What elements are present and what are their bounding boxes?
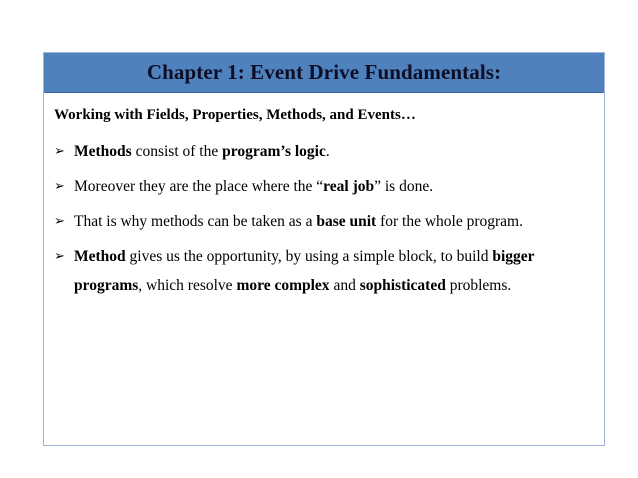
arrow-right-icon: ➢ xyxy=(54,249,65,264)
bullet-text-plain: gives us the opportunity, by using a simple block, to build xyxy=(125,248,493,265)
bullet-text-bold: more complex xyxy=(236,277,330,294)
arrow-right-icon: ➢ xyxy=(54,144,65,159)
arrow-right-icon: ➢ xyxy=(54,214,65,229)
bullet-text-bold: bigger programs xyxy=(74,248,535,294)
bullet-text-bold: base unit xyxy=(316,213,377,230)
bullet-text-plain: That is why methods can be taken as a xyxy=(74,213,317,230)
bullet-item xyxy=(54,137,602,166)
bullet-text-plain: ” is done. xyxy=(374,178,434,195)
bullet-text-plain: . xyxy=(325,143,330,160)
bullet-text-bold: Methods xyxy=(74,143,132,160)
slide-title: Chapter 1: Event Drive Fundamentals: xyxy=(146,60,502,84)
bullet-item xyxy=(54,207,602,236)
bullet-text-bold: Method xyxy=(74,248,126,265)
bullet-text-bold: program’s logic xyxy=(222,143,326,160)
bullet-text xyxy=(74,172,602,201)
arrow-right-icon: ➢ xyxy=(54,179,65,194)
bullet-text-bold: sophisticated xyxy=(359,277,446,294)
bullet-text-plain: problems. xyxy=(445,277,512,294)
bullet-text xyxy=(74,207,602,236)
title-bar xyxy=(44,53,604,93)
bullet-text-plain: and xyxy=(329,277,360,294)
slide xyxy=(43,52,605,446)
bullet-item xyxy=(54,242,602,300)
bullet-text-plain: consist of the xyxy=(131,143,223,160)
bullet-text xyxy=(74,137,602,166)
slide-subtitle: Working with Fields, Properties, Methods, and Events… xyxy=(54,107,416,123)
bullet-text xyxy=(74,242,602,300)
bullet-list xyxy=(54,137,602,306)
bullet-item xyxy=(54,172,602,201)
bullet-text-plain: , which resolve xyxy=(138,277,237,294)
bullet-text-plain: Moreover they are the place where the “ xyxy=(74,178,324,195)
bullet-text-bold: real job xyxy=(323,178,375,195)
bullet-text-plain: for the whole program. xyxy=(376,213,523,230)
